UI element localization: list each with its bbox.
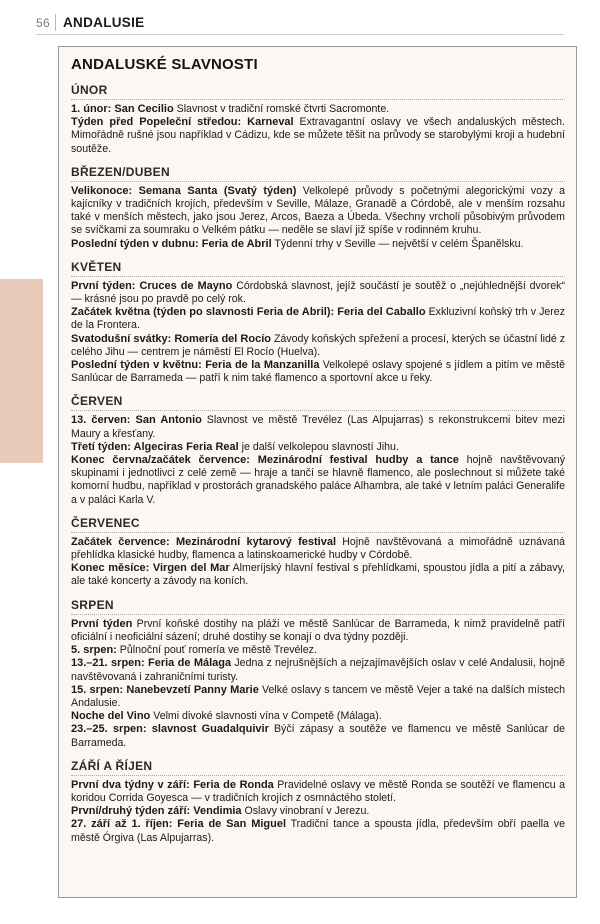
- months-list: [71, 83, 565, 845]
- festival-entry: [71, 562, 565, 588]
- festival-entry: [71, 723, 565, 749]
- festival-description: Velkolepé průvody s početnými alegorickými vozy a kajícníky v tradičních krojích, především v Seville, Málaze, Granadě a Córdobě, ale v menším rozsahu také v menších městech, jako jsou Jerez, Arcos, Baeza a Úbeda. Všechny vrcholí působivým průvodem se svíčkami za soumraku o Velkém pátku — neděle se slaví již spíše v rodinném kruhu.: [71, 184, 565, 237]
- month-heading: SRPEN: [71, 598, 565, 615]
- festival-title: Začátek května (týden po slavnosti Feria de Abril): Feria del Caballo: [71, 306, 426, 319]
- festival-entry: [71, 644, 565, 657]
- month-section: [71, 83, 565, 156]
- festival-title: 23.–25. srpen: slavnost Guadalquivir: [71, 723, 269, 736]
- festival-title: Velikonoce: Semana Santa (Svatý týden): [71, 184, 297, 197]
- festival-description: První koňské dostihy na pláži ve městě Sanlúcar de Barrameda, k nimž pravidelně patří oficiální i neoficiální sázení; druhé dostihy se konají o dva týdny později.: [71, 617, 566, 643]
- festival-entry: [71, 454, 565, 507]
- month-section: [71, 759, 565, 845]
- festival-description: Almeríjský hlavní festival s přehlídkami, spoustou jídla a pití a zábavy, ale také koncerty a závody na koních.: [71, 562, 565, 588]
- festival-entry: [71, 684, 565, 710]
- festival-title: První týden: [71, 617, 133, 630]
- festivals-box: [58, 46, 577, 898]
- festival-description: Velmi divoké slavnosti vína v Competě (Málaga).: [150, 710, 382, 723]
- festival-description: je další velkolepou slavností Jihu.: [238, 440, 399, 453]
- festival-entry: [71, 238, 565, 251]
- festival-entry: [71, 710, 565, 723]
- festival-title: Konec měsíce: Virgen del Mar: [71, 562, 230, 575]
- festival-title: První dva týdny v září: Feria de Ronda: [71, 778, 274, 791]
- festival-description: Oslavy vinobraní v Jerezu.: [241, 805, 370, 818]
- festival-title: Třetí týden: Algeciras Feria Real: [71, 440, 239, 453]
- header-divider: [55, 14, 56, 31]
- section-title: ANDALUSIE: [63, 15, 145, 30]
- festival-title: Noche del Vino: [71, 710, 151, 723]
- festival-title: Začátek července: Mezinárodní kytarový festival: [71, 535, 336, 548]
- festival-description: Córdobská slavnost, jejíž součástí je soutěž o „nejúhlednější dvorek“ — krásné jsou po pravdě po celý rok.: [71, 279, 565, 306]
- page-header: [0, 0, 600, 32]
- month-heading: ČERVEN: [71, 394, 565, 411]
- festival-entry: [71, 657, 565, 683]
- festival-title: 5. srpen:: [71, 644, 117, 657]
- month-heading: ČERVENEC: [71, 516, 565, 533]
- month-heading: ZÁŘÍ A ŘÍJEN: [71, 759, 565, 776]
- festival-entry: [71, 359, 565, 385]
- festival-title: První týden: Cruces de Mayno: [71, 279, 233, 292]
- chapter-side-tab: [0, 279, 43, 463]
- festival-entry: [71, 185, 565, 238]
- festival-title: 15. srpen: Nanebevzetí Panny Marie: [71, 683, 259, 696]
- festival-description: Týdenní trhy v Seville — největší v celém Španělsku.: [271, 237, 524, 250]
- festival-title: Týden před Popeleční středou: Karneval: [71, 116, 294, 129]
- festival-description: Extravagantní oslavy ve všech andaluských městech. Mimořádně rušné jsou například v Cádizu, kde se můžete těšit na průvody se starobylými kroji a hudební soutěže.: [71, 116, 566, 155]
- festival-title: 1. únor: San Cecilio: [71, 103, 174, 115]
- month-section: [71, 598, 565, 750]
- festival-title: Konec června/začátek července: Mezinárodní festival hudby a tance: [71, 454, 459, 467]
- festival-title: 13.–21. srpen: Feria de Málaga: [71, 657, 232, 670]
- festival-description: Půlnoční pouť romería ve městě Trevélez.: [116, 644, 317, 657]
- festival-entry: [71, 333, 565, 359]
- festival-entry: [71, 103, 565, 116]
- festival-entry: [71, 818, 565, 844]
- festival-title: 13. červen: San Antonio: [71, 414, 202, 427]
- festival-description: Hojně navštěvovaná a mimořádně uznávaná přehlídka klasické hudby, flamenca a latinskoamerické hudby v Córdobě.: [71, 535, 565, 562]
- festival-description: Exkluzivní koňský trh v Jerez de la Frontera.: [71, 306, 565, 332]
- header-rule: [36, 34, 564, 35]
- festival-title: Svatodušní svátky: Romería del Rocío: [71, 332, 271, 345]
- festival-entry: [71, 805, 565, 818]
- festival-description: Jedna z nejrušnějších a nejzajímavějších oslav v celé Andalusii, hojně navštěvovaná i zahraničními turisty.: [71, 657, 565, 683]
- page-number: 56: [36, 16, 50, 30]
- festival-description: Velké oslavy s tancem ve městě Vejer a také na dalších místech Andalusie.: [71, 683, 565, 709]
- festival-entry: [71, 618, 565, 644]
- festival-entry: [71, 306, 565, 332]
- box-title: ANDALUSKÉ SLAVNOSTI: [71, 56, 258, 73]
- festival-entry: [71, 280, 565, 306]
- festival-title: Poslední týden v dubnu: Feria de Abril: [71, 237, 272, 250]
- month-section: [71, 394, 565, 506]
- festival-description: Velkolepé oslavy spojené s jídlem a pitím ve městě Sanlúcar de Barrameda — patří k nim také flamenco a sportovní akce u řeky.: [71, 359, 565, 385]
- festival-description: Slavnost v tradiční romské čtvrti Sacromonte.: [173, 103, 390, 115]
- festival-title: 27. září až 1. říjen: Feria de San Miguel: [71, 818, 287, 831]
- festival-entry: [71, 414, 565, 440]
- festival-description: Slavnost ve městě Trevélez (Las Alpujarras) s rekonstrukcemi bitev mezi Maury a křesťany.: [71, 414, 566, 440]
- festival-description: Býčí zápasy a soutěže ve flamencu ve městě Sanlúcar de Barrameda.: [71, 723, 565, 749]
- festival-title: Poslední týden v květnu: Feria de la Manzanilla: [71, 359, 320, 372]
- month-section: [71, 516, 565, 589]
- festival-description: Tradiční tance a spousta jídla, především obří paella ve městě Órgiva (Las Alpujarras).: [71, 818, 565, 844]
- festival-title: První/druhý týden září: Vendimia: [71, 805, 242, 818]
- month-heading: ÚNOR: [71, 83, 565, 100]
- month-heading: BŘEZEN/DUBEN: [71, 165, 565, 182]
- festival-entry: [71, 116, 565, 156]
- festival-entry: [71, 779, 565, 805]
- month-heading: KVĚTEN: [71, 260, 565, 277]
- festival-entry: [71, 536, 565, 562]
- festival-description: Pravidelné oslavy ve městě Ronda se soutěží ve flamencu a koridou Corrida Goyesca — v tradičních krojích z osmnáctého století.: [71, 778, 565, 804]
- month-section: [71, 260, 565, 386]
- month-section: [71, 165, 565, 251]
- festival-entry: [71, 441, 565, 454]
- festival-description: hojně navštěvovaný skupinami i jednotlivci z celé země — hraje a tančí se hlavně flamenco, ale poslechnout si můžete také komorní hudbu, například v prostorách granadského paláce Alhambra, ale také v letním paláci Generalife a v paláci Karla V.: [71, 454, 565, 506]
- festival-description: Závody koňských spřežení a procesí, kterých se účastní lidé z celého Jihu — centrem je náměstí El Rocío (Huelva).: [71, 332, 566, 358]
